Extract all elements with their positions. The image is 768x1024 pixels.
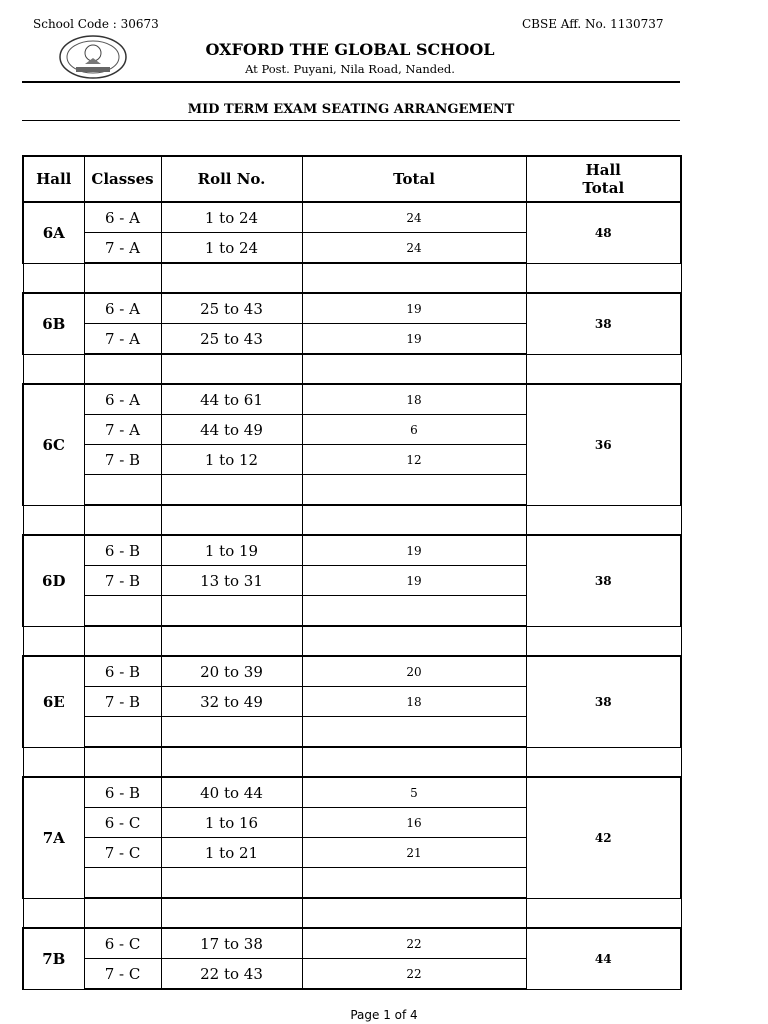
spacer-cell	[302, 505, 526, 535]
spacer-cell	[84, 505, 161, 535]
class-cell: 7 - B	[84, 687, 161, 717]
class-cell: 6 - A	[84, 202, 161, 233]
spacer-cell	[84, 263, 161, 293]
table-row	[23, 656, 681, 687]
class-cell: 7 - A	[84, 415, 161, 445]
spacer-cell	[302, 354, 526, 384]
spacer-row	[23, 747, 681, 777]
roll-number-cell: 1 to 16	[161, 808, 302, 838]
spacer-cell	[161, 626, 302, 656]
class-cell: 6 - C	[84, 928, 161, 959]
total-cell: 24	[302, 233, 526, 264]
spacer-row	[23, 626, 681, 656]
spacer-cell	[23, 505, 84, 535]
spacer-cell	[161, 263, 302, 293]
spacer-cell	[161, 505, 302, 535]
column-header-classes: Classes	[84, 156, 161, 202]
spacer-cell	[161, 898, 302, 928]
total-cell: 19	[302, 535, 526, 566]
spacer-row	[23, 505, 681, 535]
school-code: School Code : 30673	[33, 17, 159, 31]
hall-total: 38	[526, 293, 681, 354]
roll-number-cell: 20 to 39	[161, 656, 302, 687]
roll-number-cell: 25 to 43	[161, 293, 302, 324]
hall-name: 6D	[23, 535, 84, 626]
roll-number-cell	[161, 868, 302, 899]
school-name: OXFORD THE GLOBAL SCHOOL	[205, 40, 495, 59]
spacer-cell	[526, 505, 681, 535]
header-divider	[22, 81, 680, 83]
hall-total: 36	[526, 384, 681, 505]
spacer-cell	[302, 898, 526, 928]
table-row	[23, 777, 681, 808]
class-cell: 6 - C	[84, 808, 161, 838]
class-cell	[84, 717, 161, 748]
total-cell: 22	[302, 928, 526, 959]
hall-name: 6C	[23, 384, 84, 505]
cbse-affiliation: CBSE Aff. No. 1130737	[522, 17, 664, 31]
hall-total: 38	[526, 656, 681, 747]
total-cell: 18	[302, 384, 526, 415]
class-cell: 6 - A	[84, 293, 161, 324]
roll-number-cell: 1 to 24	[161, 202, 302, 233]
page-number: Page 1 of 4	[350, 1008, 418, 1022]
spacer-cell	[526, 747, 681, 777]
total-cell: 24	[302, 202, 526, 233]
total-cell: 21	[302, 838, 526, 868]
hall-total: 44	[526, 928, 681, 989]
roll-number-cell: 25 to 43	[161, 324, 302, 355]
roll-number-cell: 1 to 21	[161, 838, 302, 868]
total-cell	[302, 475, 526, 506]
class-cell: 6 - B	[84, 535, 161, 566]
class-cell: 7 - C	[84, 838, 161, 868]
roll-number-cell: 13 to 31	[161, 566, 302, 596]
total-cell: 12	[302, 445, 526, 475]
total-cell: 20	[302, 656, 526, 687]
spacer-cell	[84, 626, 161, 656]
class-cell: 7 - A	[84, 324, 161, 355]
class-cell	[84, 868, 161, 899]
column-header-total: Total	[302, 156, 526, 202]
spacer-cell	[302, 626, 526, 656]
table-row	[23, 535, 681, 566]
spacer-cell	[23, 747, 84, 777]
total-cell: 19	[302, 566, 526, 596]
hall-total: 48	[526, 202, 681, 263]
hall-total: 42	[526, 777, 681, 898]
hall-name: 7A	[23, 777, 84, 898]
roll-number-cell: 17 to 38	[161, 928, 302, 959]
spacer-row	[23, 354, 681, 384]
hall-name: 6B	[23, 293, 84, 354]
total-cell: 19	[302, 324, 526, 355]
spacer-cell	[23, 626, 84, 656]
table-row	[23, 293, 681, 324]
class-cell: 7 - C	[84, 959, 161, 990]
class-cell: 6 - A	[84, 384, 161, 415]
roll-number-cell: 44 to 49	[161, 415, 302, 445]
hall-name: 6E	[23, 656, 84, 747]
roll-number-cell: 44 to 61	[161, 384, 302, 415]
roll-number-cell	[161, 717, 302, 748]
column-header-hall-total: Hall Total	[526, 156, 681, 202]
spacer-cell	[84, 747, 161, 777]
table-row	[23, 384, 681, 415]
spacer-cell	[23, 354, 84, 384]
total-cell: 5	[302, 777, 526, 808]
class-cell: 7 - A	[84, 233, 161, 264]
total-cell	[302, 596, 526, 627]
roll-number-cell: 1 to 12	[161, 445, 302, 475]
class-cell: 6 - B	[84, 777, 161, 808]
total-cell: 16	[302, 808, 526, 838]
spacer-cell	[84, 354, 161, 384]
school-address: At Post. Puyani, Nila Road, Nanded.	[245, 62, 455, 76]
roll-number-cell: 22 to 43	[161, 959, 302, 990]
spacer-cell	[23, 898, 84, 928]
roll-number-cell: 1 to 24	[161, 233, 302, 264]
class-cell: 7 - B	[84, 445, 161, 475]
column-header-roll-no: Roll No.	[161, 156, 302, 202]
total-cell: 6	[302, 415, 526, 445]
spacer-cell	[161, 354, 302, 384]
spacer-cell	[302, 263, 526, 293]
spacer-row	[23, 898, 681, 928]
total-cell	[302, 868, 526, 899]
roll-number-cell	[161, 475, 302, 506]
spacer-cell	[526, 626, 681, 656]
total-cell	[302, 717, 526, 748]
spacer-cell	[526, 898, 681, 928]
column-header-hall: Hall	[23, 156, 84, 202]
roll-number-cell: 32 to 49	[161, 687, 302, 717]
class-cell	[84, 596, 161, 627]
document-title: MID TERM EXAM SEATING ARRANGEMENT	[187, 102, 515, 117]
class-cell: 6 - B	[84, 656, 161, 687]
spacer-cell	[526, 354, 681, 384]
roll-number-cell: 40 to 44	[161, 777, 302, 808]
table-header-row	[23, 156, 681, 202]
title-divider	[22, 120, 680, 121]
spacer-row	[23, 263, 681, 293]
spacer-cell	[84, 898, 161, 928]
spacer-cell	[526, 263, 681, 293]
table-row	[23, 928, 681, 959]
spacer-cell	[23, 263, 84, 293]
spacer-cell	[302, 747, 526, 777]
roll-number-cell	[161, 596, 302, 627]
class-cell	[84, 475, 161, 506]
roll-number-cell: 1 to 19	[161, 535, 302, 566]
total-cell: 19	[302, 293, 526, 324]
hall-name: 6A	[23, 202, 84, 263]
spacer-cell	[161, 747, 302, 777]
total-cell: 18	[302, 687, 526, 717]
hall-total: 38	[526, 535, 681, 626]
hall-name: 7B	[23, 928, 84, 989]
total-cell: 22	[302, 959, 526, 990]
class-cell: 7 - B	[84, 566, 161, 596]
table-row	[23, 202, 681, 233]
seating-table	[22, 155, 682, 990]
